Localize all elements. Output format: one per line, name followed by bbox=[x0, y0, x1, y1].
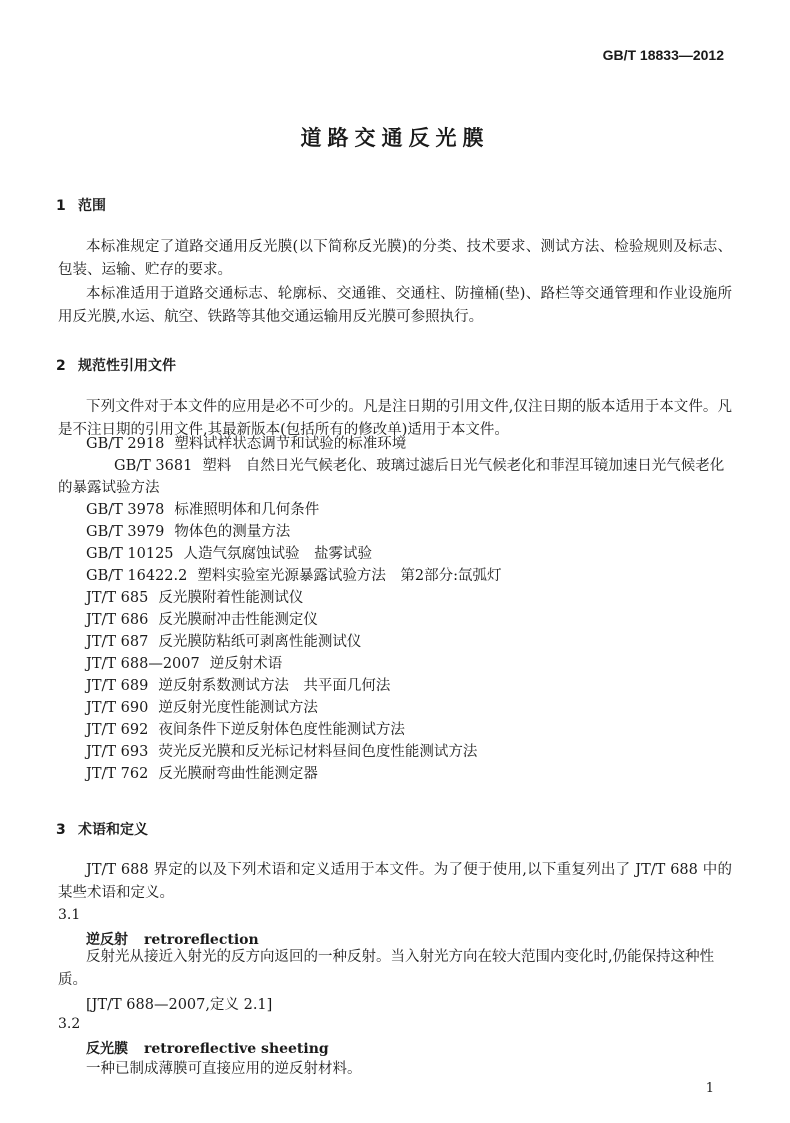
reference-title: 塑料实验室光源暴露试验方法 第2部分:氙弧灯 bbox=[197, 568, 502, 584]
term-en: retroreflection bbox=[144, 932, 259, 948]
reference-code: JT/T 686 bbox=[86, 612, 149, 628]
term-definition: 一种已制成薄膜可直接应用的逆反射材料。 bbox=[86, 1061, 362, 1077]
reference-item bbox=[58, 609, 732, 631]
reference-item bbox=[58, 697, 732, 719]
reference-title: 反光膜耐弯曲性能测定器 bbox=[158, 766, 318, 782]
reference-title: 荧光反光膜和反光标记材料昼间色度性能测试方法 bbox=[158, 744, 478, 760]
normative-references-list bbox=[58, 433, 732, 785]
term-source: [JT/T 688—2007,定义 2.1] bbox=[86, 997, 273, 1013]
reference-item bbox=[58, 543, 732, 565]
reference-item bbox=[58, 565, 732, 587]
reference-item bbox=[58, 521, 732, 543]
reference-item bbox=[58, 653, 732, 675]
term-zh: 反光膜 bbox=[86, 1041, 128, 1057]
page-number: 1 bbox=[705, 1081, 714, 1096]
reference-title: 塑料 自然日光气候老化、玻璃过滤后日光气候老化和菲涅耳镜加速日光气候老化的暴露试验方法 bbox=[58, 458, 725, 496]
reference-item bbox=[58, 631, 732, 653]
term-heading bbox=[86, 1038, 329, 1058]
reference-item bbox=[58, 499, 732, 521]
reference-item bbox=[58, 455, 732, 499]
reference-title: 物体色的测量方法 bbox=[174, 524, 291, 540]
reference-code: JT/T 689 bbox=[86, 678, 149, 694]
reference-code: GB/T 10125 bbox=[86, 546, 174, 562]
reference-code: JT/T 690 bbox=[86, 700, 149, 716]
section-2-intro: 下列文件对于本文件的应用是必不可少的。凡是注日期的引用文件,仅注日期的版本适用于本文件。凡是不注日期的引用文件,其最新版本(包括所有的修改单)适用于本文件。 bbox=[58, 399, 732, 438]
reference-code: JT/T 685 bbox=[86, 590, 149, 606]
reference-title: 逆反射系数测试方法 共平面几何法 bbox=[158, 678, 391, 694]
reference-item bbox=[58, 587, 732, 609]
reference-item bbox=[58, 741, 732, 763]
reference-code: JT/T 692 bbox=[86, 722, 149, 738]
reference-item bbox=[58, 763, 732, 785]
section-3-intro: JT/T 688 界定的以及下列术语和定义适用于本文件。为了便于使用,以下重复列出了 JT/T 688 中的某些术语和定义。 bbox=[58, 862, 732, 901]
section-title: 范围 bbox=[78, 198, 106, 214]
section-title: 规范性引用文件 bbox=[78, 358, 176, 374]
term-definition: 反射光从接近入射光的反方向返回的一种反射。当入射光方向在较大范围内变化时,仍能保持这种性质。 bbox=[58, 949, 715, 988]
reference-item bbox=[58, 675, 732, 697]
term-number: 3.2 bbox=[58, 1016, 81, 1032]
standard-code: GB/T 18833—2012 bbox=[602, 47, 724, 63]
reference-code: GB/T 3681 bbox=[114, 458, 193, 474]
reference-code: GB/T 16422.2 bbox=[86, 568, 188, 584]
section-1-heading bbox=[56, 195, 106, 215]
section-3-heading bbox=[56, 819, 148, 839]
term-number: 3.1 bbox=[58, 907, 81, 923]
section-1-paragraph-2: 本标准适用于道路交通标志、轮廓标、交通锥、交通柱、防撞桶(垫)、路栏等交通管理和作业设施所用反光膜,水运、航空、铁路等其他交通运输用反光膜可参照执行。 bbox=[58, 286, 732, 325]
term-en: retroreflective sheeting bbox=[144, 1041, 329, 1057]
section-number: 2 bbox=[56, 358, 66, 374]
reference-title: 夜间条件下逆反射体色度性能测试方法 bbox=[158, 722, 405, 738]
reference-code: GB/T 2918 bbox=[86, 436, 165, 452]
section-title: 术语和定义 bbox=[78, 822, 148, 838]
section-2-heading bbox=[56, 355, 176, 375]
reference-title: 塑料试样状态调节和试验的标准环境 bbox=[174, 436, 407, 452]
section-number: 3 bbox=[56, 822, 66, 838]
reference-code: JT/T 693 bbox=[86, 744, 149, 760]
reference-code: JT/T 688—2007 bbox=[86, 656, 200, 672]
reference-title: 反光膜防粘纸可剥离性能测试仪 bbox=[158, 634, 362, 650]
section-1-paragraph-1: 本标准规定了道路交通用反光膜(以下简称反光膜)的分类、技术要求、测试方法、检验规则及标志、包装、运输、贮存的要求。 bbox=[58, 239, 732, 278]
reference-code: JT/T 687 bbox=[86, 634, 149, 650]
reference-item bbox=[58, 433, 732, 455]
reference-code: GB/T 3978 bbox=[86, 502, 165, 518]
reference-title: 反光膜耐冲击性能测定仪 bbox=[158, 612, 318, 628]
reference-title: 反光膜附着性能测试仪 bbox=[158, 590, 304, 606]
section-number: 1 bbox=[56, 198, 66, 214]
reference-code: JT/T 762 bbox=[86, 766, 149, 782]
reference-title: 人造气氛腐蚀试验 盐雾试验 bbox=[183, 546, 373, 562]
reference-code: GB/T 3979 bbox=[86, 524, 165, 540]
reference-title: 标准照明体和几何条件 bbox=[174, 502, 320, 518]
reference-item bbox=[58, 719, 732, 741]
document-title: 道路交通反光膜 bbox=[300, 126, 490, 150]
reference-title: 逆反射光度性能测试方法 bbox=[158, 700, 318, 716]
term-zh: 逆反射 bbox=[86, 932, 128, 948]
reference-title: 逆反射术语 bbox=[209, 656, 283, 672]
